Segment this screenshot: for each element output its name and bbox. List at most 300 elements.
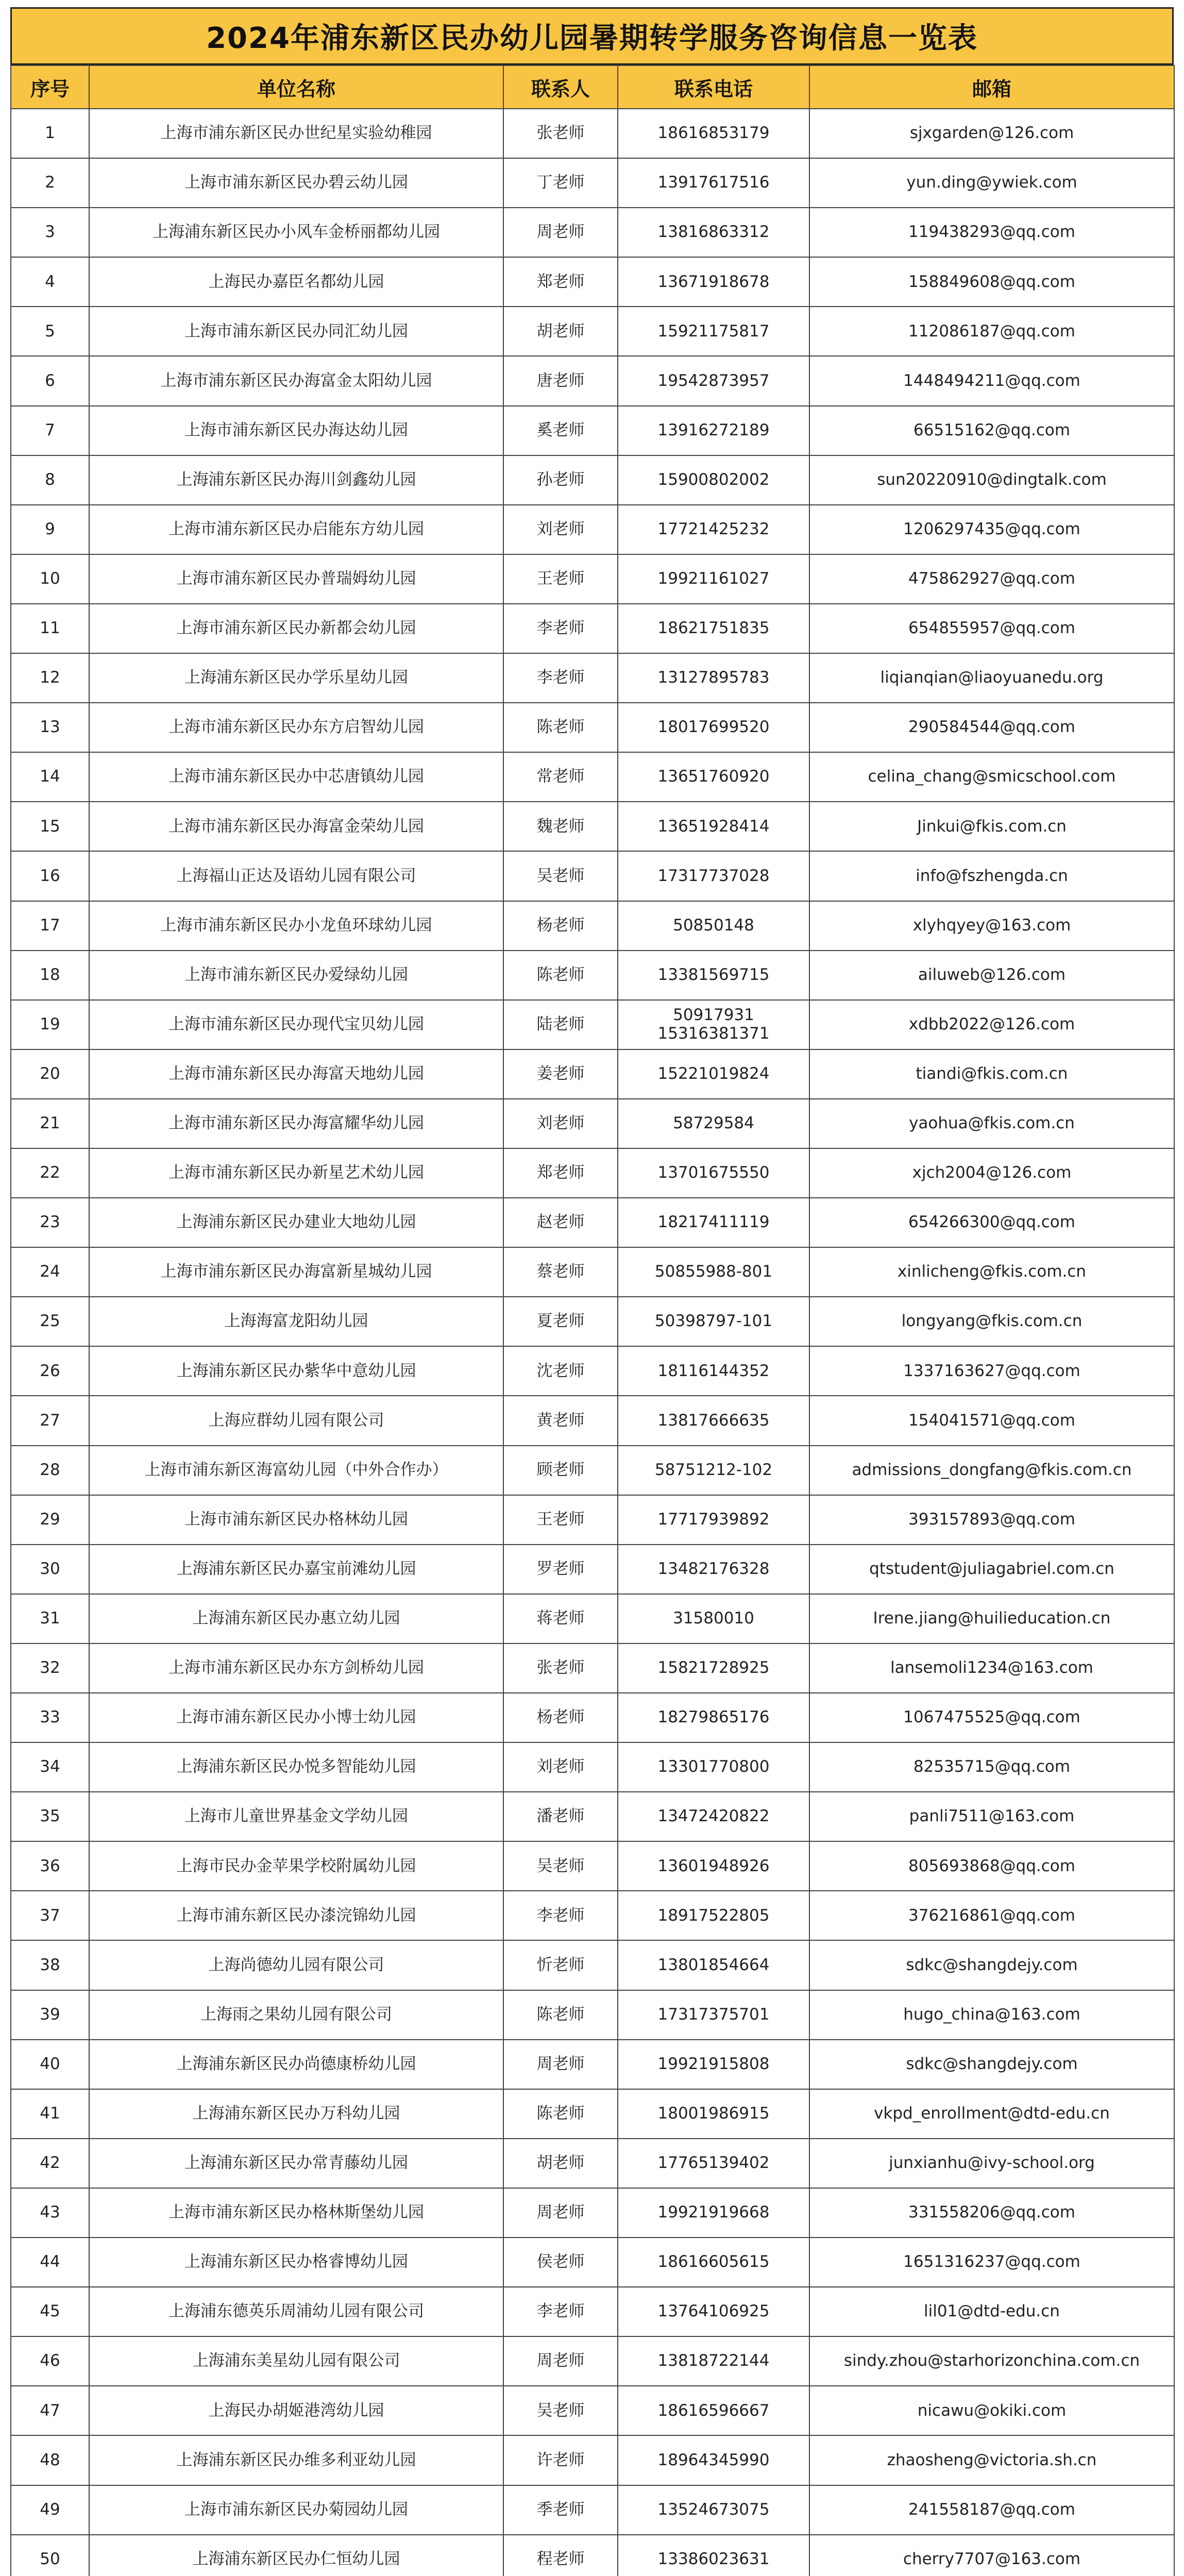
contact-name: 丁老师 (503, 158, 618, 208)
email-address: 82535715@qq.com (809, 1742, 1174, 1792)
email-address: sjxgarden@126.com (809, 109, 1174, 158)
phone-number: 18279865176 (618, 1693, 809, 1742)
unit-name: 上海市浦东新区民办小博士幼儿园 (89, 1693, 503, 1742)
email-address: admissions_dongfang@fkis.com.cn (809, 1446, 1174, 1495)
phone-number: 13764106925 (618, 2287, 809, 2336)
unit-name: 上海市浦东新区民办启能东方幼儿园 (89, 505, 503, 554)
phone-number: 50855988-801 (618, 1247, 809, 1297)
contact-name: 李老师 (503, 2287, 618, 2336)
unit-name: 上海浦东新区民办万科幼儿园 (89, 2089, 503, 2139)
contact-name: 胡老师 (503, 307, 618, 356)
contact-name: 王老师 (503, 554, 618, 604)
phone-number: 31580010 (618, 1594, 809, 1643)
email-address: Jinkui@fkis.com.cn (809, 802, 1174, 851)
contact-name: 陈老师 (503, 703, 618, 752)
table-row (11, 2336, 1174, 2386)
table-row (11, 1594, 1174, 1643)
contact-name: 陈老师 (503, 1990, 618, 2040)
unit-name: 上海市浦东新区民办海富金荣幼儿园 (89, 802, 503, 851)
row-index: 35 (11, 1792, 89, 1841)
contact-name: 季老师 (503, 2485, 618, 2535)
contact-name: 陈老师 (503, 951, 618, 1000)
contact-name: 夏老师 (503, 1297, 618, 1346)
row-index: 23 (11, 1198, 89, 1247)
email-address: 112086187@qq.com (809, 307, 1174, 356)
row-index: 32 (11, 1643, 89, 1693)
table-row (11, 1099, 1174, 1148)
email-address: xjch2004@126.com (809, 1148, 1174, 1198)
table-row (11, 752, 1174, 802)
email-address: lansemoli1234@163.com (809, 1643, 1174, 1693)
unit-name: 上海海富龙阳幼儿园 (89, 1297, 503, 1346)
contact-name: 奚老师 (503, 406, 618, 455)
email-address: sdkc@shangdejy.com (809, 1940, 1174, 1990)
contact-name: 许老师 (503, 2435, 618, 2485)
phone-number: 50398797-101 (618, 1297, 809, 1346)
contact-name: 吴老师 (503, 1841, 618, 1891)
table-row (11, 604, 1174, 653)
row-index: 27 (11, 1396, 89, 1445)
contact-name: 孙老师 (503, 455, 618, 505)
unit-name: 上海浦东新区民办嘉宝前滩幼儿园 (89, 1545, 503, 1594)
unit-name: 上海民办胡姬港湾幼儿园 (89, 2386, 503, 2435)
email-address: Irene.jiang@huilieducation.cn (809, 1594, 1174, 1643)
contact-name: 陈老师 (503, 2089, 618, 2139)
unit-name: 上海市浦东新区民办海达幼儿园 (89, 406, 503, 455)
email-address: lil01@dtd-edu.cn (809, 2287, 1174, 2336)
unit-name: 上海浦东新区民办小风车金桥丽都幼儿园 (89, 208, 503, 257)
phone-number: 13482176328 (618, 1545, 809, 1594)
phone-number: 19921915808 (618, 2040, 809, 2089)
unit-name: 上海民办嘉臣名都幼儿园 (89, 257, 503, 307)
phone-number: 13917617516 (618, 158, 809, 208)
phone-number: 13701675550 (618, 1148, 809, 1198)
phone-number: 50917931 15316381371 (618, 1000, 809, 1049)
unit-name: 上海浦东新区民办维多利亚幼儿园 (89, 2435, 503, 2485)
email-address: 1448494211@qq.com (809, 356, 1174, 405)
email-address: yun.ding@ywiek.com (809, 158, 1174, 208)
phone-number: 18616853179 (618, 109, 809, 158)
contact-name: 胡老师 (503, 2139, 618, 2188)
contact-name: 李老师 (503, 653, 618, 703)
table-row (11, 2139, 1174, 2188)
unit-name: 上海浦东美星幼儿园有限公司 (89, 2336, 503, 2386)
info-table (10, 65, 1175, 2576)
table-row (11, 554, 1174, 604)
contact-name: 唐老师 (503, 356, 618, 405)
table-row (11, 505, 1174, 554)
header-phone: 联系电话 (618, 65, 809, 109)
unit-name: 上海市浦东新区民办普瑞姆幼儿园 (89, 554, 503, 604)
unit-name: 上海尚德幼儿园有限公司 (89, 1940, 503, 1990)
unit-name: 上海浦东新区民办学乐星幼儿园 (89, 653, 503, 703)
row-index: 13 (11, 703, 89, 752)
phone-number: 13472420822 (618, 1792, 809, 1841)
contact-name: 姜老师 (503, 1049, 618, 1099)
email-address: 1067475525@qq.com (809, 1693, 1174, 1742)
table-row (11, 1940, 1174, 1990)
row-index: 44 (11, 2238, 89, 2287)
contact-name: 周老师 (503, 2188, 618, 2238)
phone-number: 17717939892 (618, 1495, 809, 1545)
contact-name: 吴老师 (503, 2386, 618, 2435)
phone-number: 13386023631 (618, 2535, 809, 2576)
phone-number: 18621751835 (618, 604, 809, 653)
phone-number: 13127895783 (618, 653, 809, 703)
table-row (11, 1841, 1174, 1891)
row-index: 41 (11, 2089, 89, 2139)
header-row (11, 65, 1174, 109)
row-index: 22 (11, 1148, 89, 1198)
phone-number: 13916272189 (618, 406, 809, 455)
table-row (11, 2040, 1174, 2089)
contact-name: 郑老师 (503, 257, 618, 307)
table-row (11, 109, 1174, 158)
email-address: panli7511@163.com (809, 1792, 1174, 1841)
contact-name: 李老师 (503, 604, 618, 653)
unit-name: 上海市浦东新区民办菊园幼儿园 (89, 2485, 503, 2535)
phone-number: 15221019824 (618, 1049, 809, 1099)
email-address: xinlicheng@fkis.com.cn (809, 1247, 1174, 1297)
phone-number: 17317375701 (618, 1990, 809, 2040)
email-address: 241558187@qq.com (809, 2485, 1174, 2535)
phone-number: 17765139402 (618, 2139, 809, 2188)
unit-name: 上海市浦东新区民办新都会幼儿园 (89, 604, 503, 653)
phone-number: 13817666635 (618, 1396, 809, 1445)
email-address: 475862927@qq.com (809, 554, 1174, 604)
row-index: 24 (11, 1247, 89, 1297)
table-row (11, 1148, 1174, 1198)
unit-name: 上海市浦东新区民办东方启智幼儿园 (89, 703, 503, 752)
email-address: xlyhqyey@163.com (809, 901, 1174, 951)
email-address: 66515162@qq.com (809, 406, 1174, 455)
contact-name: 陆老师 (503, 1000, 618, 1049)
contact-name: 杨老师 (503, 901, 618, 951)
unit-name: 上海浦东德英乐周浦幼儿园有限公司 (89, 2287, 503, 2336)
contact-name: 李老师 (503, 1891, 618, 1940)
row-index: 40 (11, 2040, 89, 2089)
contact-name: 刘老师 (503, 1099, 618, 1148)
table-row (11, 158, 1174, 208)
unit-name: 上海市浦东新区民办小龙鱼环球幼儿园 (89, 901, 503, 951)
phone-number: 18616605615 (618, 2238, 809, 2287)
email-address: 331558206@qq.com (809, 2188, 1174, 2238)
email-address: 1206297435@qq.com (809, 505, 1174, 554)
email-address: 805693868@qq.com (809, 1841, 1174, 1891)
email-address: 393157893@qq.com (809, 1495, 1174, 1545)
header-unit-name: 单位名称 (89, 65, 503, 109)
row-index: 34 (11, 1742, 89, 1792)
phone-number: 13381569715 (618, 951, 809, 1000)
table-row (11, 653, 1174, 703)
row-index: 25 (11, 1297, 89, 1346)
contact-name: 周老师 (503, 2336, 618, 2386)
table-row (11, 1198, 1174, 1247)
contact-name: 周老师 (503, 2040, 618, 2089)
email-address: 376216861@qq.com (809, 1891, 1174, 1940)
unit-name: 上海市浦东新区民办同汇幼儿园 (89, 307, 503, 356)
contact-name: 张老师 (503, 1643, 618, 1693)
contact-name: 刘老师 (503, 1742, 618, 1792)
table-row (11, 1247, 1174, 1297)
row-index: 39 (11, 1990, 89, 2040)
phone-number: 19921161027 (618, 554, 809, 604)
email-address: info@fszhengda.cn (809, 851, 1174, 901)
row-index: 3 (11, 208, 89, 257)
email-address: longyang@fkis.com.cn (809, 1297, 1174, 1346)
phone-number: 13601948926 (618, 1841, 809, 1891)
unit-name: 上海浦东新区民办建业大地幼儿园 (89, 1198, 503, 1247)
row-index: 17 (11, 901, 89, 951)
phone-number: 18217411119 (618, 1198, 809, 1247)
table-row (11, 1446, 1174, 1495)
row-index: 42 (11, 2139, 89, 2188)
email-address: vkpd_enrollment@dtd-edu.cn (809, 2089, 1174, 2139)
row-index: 31 (11, 1594, 89, 1643)
email-address: tiandi@fkis.com.cn (809, 1049, 1174, 1099)
phone-number: 19921919668 (618, 2188, 809, 2238)
row-index: 9 (11, 505, 89, 554)
table-row (11, 1495, 1174, 1545)
unit-name: 上海市浦东新区海富幼儿园（中外合作办） (89, 1446, 503, 1495)
row-index: 29 (11, 1495, 89, 1545)
row-index: 12 (11, 653, 89, 703)
table-row (11, 802, 1174, 851)
table-body (11, 109, 1174, 2576)
email-address: 654266300@qq.com (809, 1198, 1174, 1247)
table-row (11, 1990, 1174, 2040)
unit-name: 上海浦东新区民办惠立幼儿园 (89, 1594, 503, 1643)
phone-number: 13651928414 (618, 802, 809, 851)
unit-name: 上海浦东新区民办格睿博幼儿园 (89, 2238, 503, 2287)
contact-name: 程老师 (503, 2535, 618, 2576)
contact-name: 侯老师 (503, 2238, 618, 2287)
table-row (11, 1396, 1174, 1445)
contact-name: 周老师 (503, 208, 618, 257)
row-index: 38 (11, 1940, 89, 1990)
contact-name: 罗老师 (503, 1545, 618, 1594)
email-address: celina_chang@smicschool.com (809, 752, 1174, 802)
row-index: 2 (11, 158, 89, 208)
unit-name: 上海市浦东新区民办海富金太阳幼儿园 (89, 356, 503, 405)
row-index: 28 (11, 1446, 89, 1495)
unit-name: 上海浦东新区民办悦多智能幼儿园 (89, 1742, 503, 1792)
unit-name: 上海浦东新区民办尚德康桥幼儿园 (89, 2040, 503, 2089)
row-index: 6 (11, 356, 89, 405)
email-address: zhaosheng@victoria.sh.cn (809, 2435, 1174, 2485)
unit-name: 上海福山正达及语幼儿园有限公司 (89, 851, 503, 901)
email-address: sdkc@shangdejy.com (809, 2040, 1174, 2089)
header-contact: 联系人 (503, 65, 618, 109)
contact-name: 忻老师 (503, 1940, 618, 1990)
row-index: 45 (11, 2287, 89, 2336)
row-index: 11 (11, 604, 89, 653)
row-index: 20 (11, 1049, 89, 1099)
email-address: 119438293@qq.com (809, 208, 1174, 257)
row-index: 7 (11, 406, 89, 455)
email-address: 290584544@qq.com (809, 703, 1174, 752)
row-index: 19 (11, 1000, 89, 1049)
contact-name: 沈老师 (503, 1346, 618, 1396)
table-row (11, 901, 1174, 951)
unit-name: 上海应群幼儿园有限公司 (89, 1396, 503, 1445)
table-row (11, 2386, 1174, 2435)
table-row (11, 2435, 1174, 2485)
email-address: liqianqian@liaoyuanedu.org (809, 653, 1174, 703)
phone-number: 18917522805 (618, 1891, 809, 1940)
table-row (11, 1346, 1174, 1396)
row-index: 33 (11, 1693, 89, 1742)
table-row (11, 1049, 1174, 1099)
table-row (11, 1891, 1174, 1940)
row-index: 1 (11, 109, 89, 158)
table-row (11, 2485, 1174, 2535)
contact-name: 蔡老师 (503, 1247, 618, 1297)
phone-number: 15900802002 (618, 455, 809, 505)
email-address: sun20220910@dingtalk.com (809, 455, 1174, 505)
unit-name: 上海浦东新区民办海川剑鑫幼儿园 (89, 455, 503, 505)
table-row (11, 1545, 1174, 1594)
table-row (11, 2287, 1174, 2336)
table-row (11, 1000, 1174, 1049)
table-row (11, 406, 1174, 455)
phone-number: 17721425232 (618, 505, 809, 554)
email-address: hugo_china@163.com (809, 1990, 1174, 2040)
phone-number: 18001986915 (618, 2089, 809, 2139)
unit-name: 上海市浦东新区民办爱绿幼儿园 (89, 951, 503, 1000)
email-address: 158849608@qq.com (809, 257, 1174, 307)
email-address: 1651316237@qq.com (809, 2238, 1174, 2287)
contact-name: 赵老师 (503, 1198, 618, 1247)
phone-number: 13301770800 (618, 1742, 809, 1792)
email-address: ailuweb@126.com (809, 951, 1174, 1000)
sheet-title: 2024年浦东新区民办幼儿园暑期转学服务咨询信息一览表 (10, 7, 1174, 65)
unit-name: 上海浦东新区民办常青藤幼儿园 (89, 2139, 503, 2188)
phone-number: 15821728925 (618, 1643, 809, 1693)
contact-name: 杨老师 (503, 1693, 618, 1742)
table-row (11, 703, 1174, 752)
table-row (11, 2238, 1174, 2287)
row-index: 43 (11, 2188, 89, 2238)
phone-number: 58751212-102 (618, 1446, 809, 1495)
row-index: 5 (11, 307, 89, 356)
unit-name: 上海市浦东新区民办海富耀华幼儿园 (89, 1099, 503, 1148)
row-index: 15 (11, 802, 89, 851)
phone-number: 58729584 (618, 1099, 809, 1148)
row-index: 4 (11, 257, 89, 307)
table-row (11, 1297, 1174, 1346)
row-index: 48 (11, 2435, 89, 2485)
unit-name: 上海市浦东新区民办现代宝贝幼儿园 (89, 1000, 503, 1049)
table-row (11, 1693, 1174, 1742)
phone-number: 13801854664 (618, 1940, 809, 1990)
header-email: 邮箱 (809, 65, 1174, 109)
table-row (11, 2188, 1174, 2238)
row-index: 10 (11, 554, 89, 604)
row-index: 49 (11, 2485, 89, 2535)
phone-number: 13671918678 (618, 257, 809, 307)
row-index: 46 (11, 2336, 89, 2386)
contact-name: 吴老师 (503, 851, 618, 901)
phone-number: 15921175817 (618, 307, 809, 356)
phone-number: 18116144352 (618, 1346, 809, 1396)
contact-name: 刘老师 (503, 505, 618, 554)
email-address: sindy.zhou@starhorizonchina.com.cn (809, 2336, 1174, 2386)
table-row (11, 2535, 1174, 2576)
table-row (11, 951, 1174, 1000)
table-row (11, 455, 1174, 505)
table-row (11, 356, 1174, 405)
unit-name: 上海市浦东新区民办世纪星实验幼稚园 (89, 109, 503, 158)
unit-name: 上海市浦东新区民办东方剑桥幼儿园 (89, 1643, 503, 1693)
contact-name: 魏老师 (503, 802, 618, 851)
contact-name: 郑老师 (503, 1148, 618, 1198)
row-index: 30 (11, 1545, 89, 1594)
unit-name: 上海浦东新区民办紫华中意幼儿园 (89, 1346, 503, 1396)
row-index: 50 (11, 2535, 89, 2576)
header-index: 序号 (11, 65, 89, 109)
table-row (11, 1792, 1174, 1841)
contact-name: 蒋老师 (503, 1594, 618, 1643)
row-index: 14 (11, 752, 89, 802)
phone-number: 18616596667 (618, 2386, 809, 2435)
phone-number: 13651760920 (618, 752, 809, 802)
email-address: 154041571@qq.com (809, 1396, 1174, 1445)
unit-name: 上海市浦东新区民办海富天地幼儿园 (89, 1049, 503, 1099)
table-row (11, 257, 1174, 307)
email-address: yaohua@fkis.com.cn (809, 1099, 1174, 1148)
email-address: 654855957@qq.com (809, 604, 1174, 653)
unit-name: 上海市浦东新区民办中芯唐镇幼儿园 (89, 752, 503, 802)
row-index: 26 (11, 1346, 89, 1396)
unit-name: 上海市浦东新区民办海富新星城幼儿园 (89, 1247, 503, 1297)
row-index: 37 (11, 1891, 89, 1940)
row-index: 36 (11, 1841, 89, 1891)
unit-name: 上海市民办金苹果学校附属幼儿园 (89, 1841, 503, 1891)
unit-name: 上海市浦东新区民办格林斯堡幼儿园 (89, 2188, 503, 2238)
unit-name: 上海市浦东新区民办新星艺术幼儿园 (89, 1148, 503, 1198)
table-row (11, 1643, 1174, 1693)
unit-name: 上海市浦东新区民办漆浣锦幼儿园 (89, 1891, 503, 1940)
row-index: 8 (11, 455, 89, 505)
email-address: junxianhu@ivy-school.org (809, 2139, 1174, 2188)
email-address: xdbb2022@126.com (809, 1000, 1174, 1049)
contact-name: 常老师 (503, 752, 618, 802)
phone-number: 50850148 (618, 901, 809, 951)
phone-number: 13816863312 (618, 208, 809, 257)
table-row (11, 2089, 1174, 2139)
phone-number: 17317737028 (618, 851, 809, 901)
table-row (11, 307, 1174, 356)
contact-name: 顾老师 (503, 1446, 618, 1495)
phone-number: 13524673075 (618, 2485, 809, 2535)
table-row (11, 208, 1174, 257)
row-index: 18 (11, 951, 89, 1000)
phone-number: 18964345990 (618, 2435, 809, 2485)
table-row (11, 1742, 1174, 1792)
email-address: cherry7707@163.com (809, 2535, 1174, 2576)
unit-name: 上海浦东新区民办仁恒幼儿园 (89, 2535, 503, 2576)
phone-number: 18017699520 (618, 703, 809, 752)
contact-name: 潘老师 (503, 1792, 618, 1841)
contact-name: 黄老师 (503, 1396, 618, 1445)
row-index: 16 (11, 851, 89, 901)
unit-name: 上海雨之果幼儿园有限公司 (89, 1990, 503, 2040)
email-address: qtstudent@juliagabriel.com.cn (809, 1545, 1174, 1594)
unit-name: 上海市儿童世界基金文学幼儿园 (89, 1792, 503, 1841)
unit-name: 上海市浦东新区民办格林幼儿园 (89, 1495, 503, 1545)
row-index: 21 (11, 1099, 89, 1148)
